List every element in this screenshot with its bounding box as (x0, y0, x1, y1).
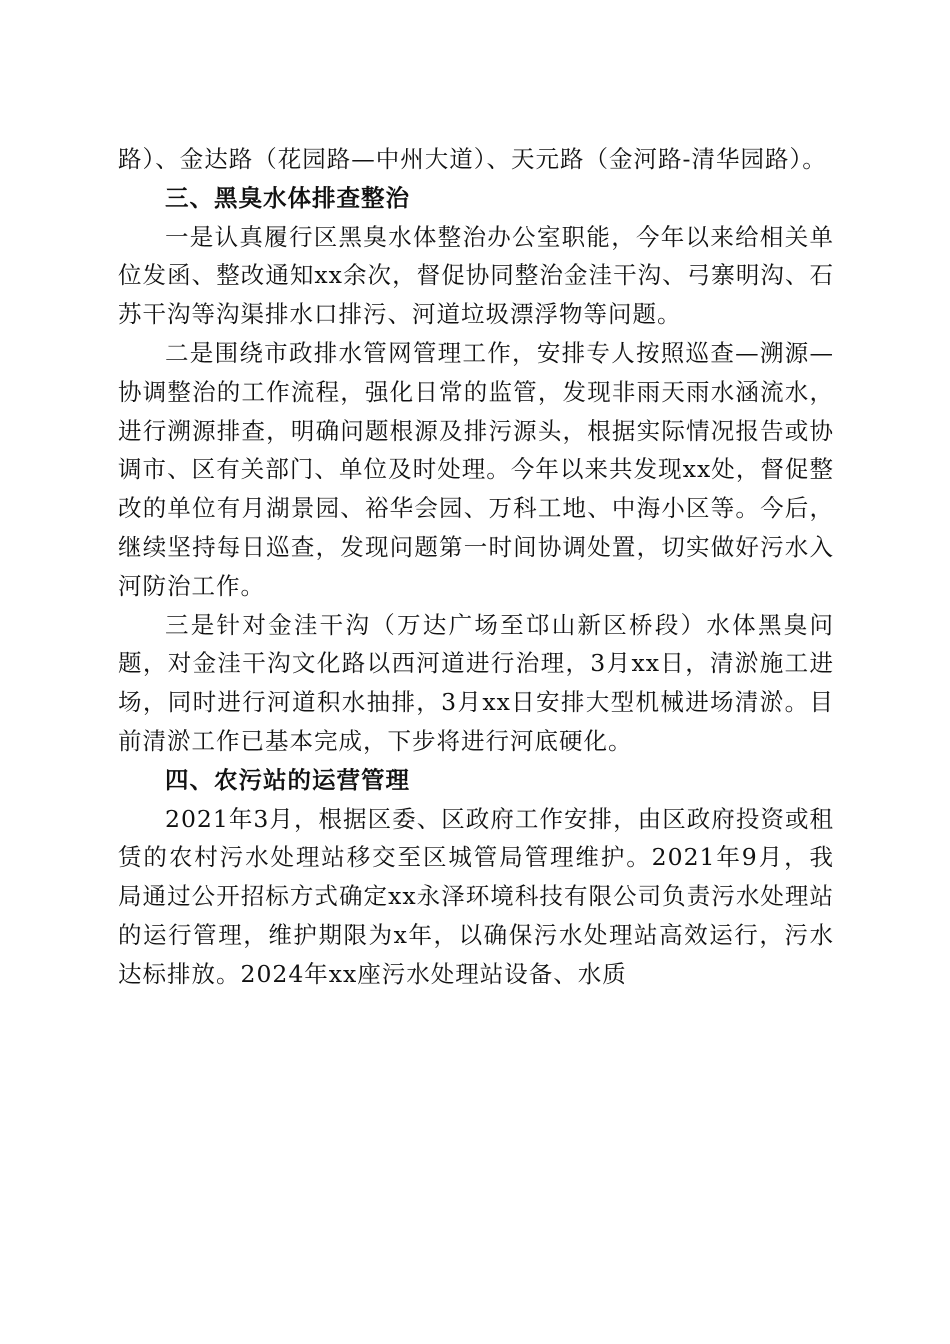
section-3-paragraph-2: 二是围绕市政排水管网管理工作，安排专人按照巡查—溯源—协调整治的工作流程，强化日常的监管，发现非雨天雨水涵流水，进行溯源排查，明确问题根源及排污源头，根据实际情况报告或协调市、区有关部门、单位及时处理。今年以来共发现xx处，督促整改的单位有月湖景园、裕华会园、万科工地、中海小区等。今后，继续坚持每日巡查，发现问题第一时间协调处置，切实做好污水入河防治工作。 (118, 338, 834, 600)
section-4-paragraph-1: 2021年3月，根据区委、区政府工作安排，由区政府投资或租赁的农村污水处理站移交至区城管局管理维护。2021年9月，我局通过公开招标方式确定xx永泽环境科技有限公司负责污水处理站的运行管理，维护期限为x年，以确保污水处理站高效运行，污水达标排放。2024年xx座污水处理站设备、水质 (118, 804, 834, 988)
section-3-paragraph-1: 一是认真履行区黑臭水体整治办公室职能，今年以来给相关单位发函、整改通知xx余次，督促协同整治金洼干沟、弓寨明沟、石苏干沟等沟渠排水口排污、河道垃圾漂浮物等问题。 (118, 222, 834, 329)
document-body (118, 140, 834, 994)
section-heading-3: 三、黑臭水体排查整治 (165, 183, 410, 212)
section-heading-4: 四、农污站的运营管理 (165, 765, 410, 794)
section-3-paragraph-3: 三是针对金洼干沟（万达广场至邙山新区桥段）水体黑臭问题，对金洼干沟文化路以西河道进行治理，3月xx日，清淤施工进场，同时进行河道积水抽排，3月xx日安排大型机械进场清淤。目前清淤工作已基本完成，下步将进行河底硬化。 (118, 610, 834, 755)
paragraph-continuation: 路）、金达路（花园路—中州大道）、天元路（金河路-清华园路）。 (118, 145, 827, 173)
